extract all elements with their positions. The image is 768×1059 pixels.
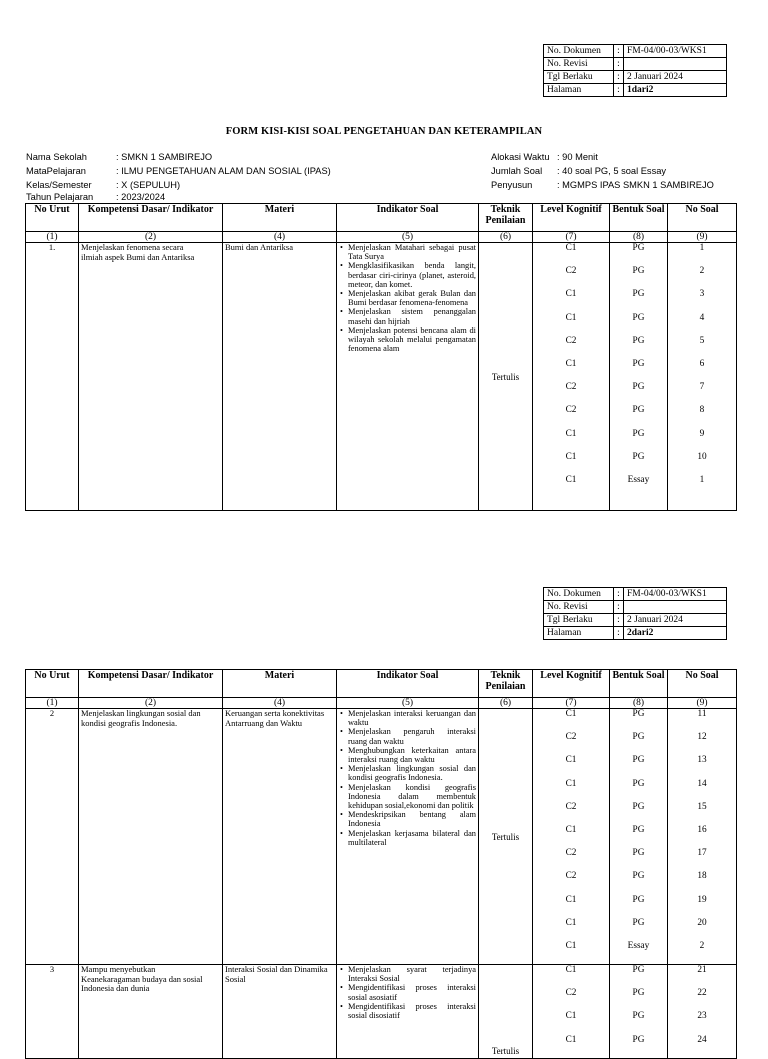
list-item: • Mendeskripsikan bentang alam Indonesia	[339, 810, 476, 828]
col-header: No Soal	[668, 670, 737, 698]
cell-value: C1	[565, 755, 577, 766]
col-header: No Urut	[26, 670, 79, 698]
cell-value: PG	[632, 312, 645, 323]
no-urut: 1.	[26, 243, 79, 511]
cell-value: 16	[697, 824, 707, 835]
cell-value: PG	[632, 917, 645, 928]
col-header: Level Kognitif	[533, 670, 610, 698]
cell-value: C1	[565, 709, 577, 719]
kompetensi-dasar: Menjelaskan fenomena secara ilmiah aspek Bumi dan Antariksa	[79, 243, 223, 511]
no-urut: 3	[26, 965, 79, 1059]
no-soal	[668, 709, 737, 965]
doc-info-row: Halaman : 2dari2	[544, 627, 727, 640]
cell-value: 15	[697, 801, 707, 812]
bentuk-soal	[610, 243, 668, 511]
cell-value: C2	[565, 732, 577, 743]
cell-value: PG	[632, 848, 645, 859]
level-kognitif	[533, 243, 610, 511]
list-item: • Mengidentifikasi proses interaksi sosial asosiatif	[339, 983, 476, 1001]
kisi-kisi-table-page-2	[25, 669, 737, 1059]
indikator-soal	[337, 709, 479, 965]
bentuk-list	[612, 965, 665, 1058]
bentuk-list	[612, 709, 665, 964]
cell-value: C1	[565, 778, 577, 789]
no-soal	[668, 243, 737, 511]
cell-value: C2	[565, 266, 577, 277]
cell-value: 6	[699, 358, 705, 369]
cell-value: C1	[565, 451, 577, 462]
doc-info-row: Halaman : 1dari2	[544, 84, 727, 97]
cell-value: PG	[632, 732, 645, 743]
cell-value: PG	[632, 1034, 645, 1045]
indikator-soal	[337, 965, 479, 1059]
doc-info-row: Tgl Berlaku : 2 Januari 2024	[544, 614, 727, 627]
table-header-row	[26, 670, 737, 698]
cell-value: 14	[697, 778, 707, 789]
cell-value: C2	[565, 871, 577, 882]
cell-value: 2	[699, 940, 705, 951]
cell-value: Essay	[627, 940, 650, 951]
cell-value: C2	[565, 382, 577, 393]
cell-value: PG	[632, 755, 645, 766]
materi: Keruangan serta konektivitas Antarruang dan Waktu	[223, 709, 337, 965]
cell-value: C1	[565, 824, 577, 835]
info-row: MataPelajaran : ILMU PENGETAHUAN ALAM DAN SOSIAL (IPAS)	[26, 166, 331, 176]
cell-value: PG	[632, 335, 645, 346]
no-soal-list	[670, 243, 734, 498]
kompetensi-dasar: Mampu menyebutkan Keanekaragaman budaya dan sosial Indonesia dan dunia	[79, 965, 223, 1059]
cell-value: 8	[699, 405, 705, 416]
list-item: • Menjelaskan interaksi keruangan dan waktu	[339, 709, 476, 727]
level-list	[535, 243, 607, 498]
cell-value: C1	[565, 965, 577, 976]
col-header: Indikator Soal	[337, 670, 479, 698]
info-row: Kelas/Semester : X (SEPULUH)	[26, 180, 181, 190]
cell-value: PG	[632, 965, 645, 976]
materi: Interaksi Sosial dan Dinamika Sosial	[223, 965, 337, 1059]
cell-value: 11	[697, 709, 707, 719]
cell-value: 1	[699, 243, 705, 253]
list-item: • Menjelaskan pengaruh interaksi ruang dan waktu	[339, 727, 476, 745]
cell-value: C2	[565, 335, 577, 346]
info-row: Penyusun : MGMPS IPAS SMKN 1 SAMBIREJO	[491, 180, 714, 190]
cell-value: PG	[632, 988, 645, 999]
cell-value: 21	[697, 965, 707, 976]
list-item: • Menjelaskan kerjasama bilateral dan multilateral	[339, 829, 476, 847]
info-row: Tahun Pelajaran : 2023/2024	[26, 192, 166, 202]
document-info-box	[543, 587, 727, 640]
cell-value: C2	[565, 405, 577, 416]
level-kognitif	[533, 709, 610, 965]
cell-value: PG	[632, 709, 645, 719]
page-title: FORM KISI-KISI SOAL PENGETAHUAN DAN KETERAMPILAN	[225, 126, 543, 137]
table-row	[26, 243, 737, 511]
cell-value: 9	[699, 428, 705, 439]
document-info-box	[543, 44, 727, 97]
doc-info-row: No. Dokumen : FM-04/00-03/WKS1	[544, 45, 727, 58]
col-header: No Urut	[26, 204, 79, 232]
cell-value: 10	[697, 451, 707, 462]
no-soal-list	[670, 965, 734, 1058]
cell-value: PG	[632, 358, 645, 369]
col-header: Materi	[223, 204, 337, 232]
bentuk-soal	[610, 709, 668, 965]
cell-value: C1	[565, 358, 577, 369]
list-item: • Menjelaskan akibat gerak Bulan dan Bumi berdasar fenomena-fenomena	[339, 289, 476, 307]
cell-value: PG	[632, 894, 645, 905]
teknik-penilaian: Tertulis	[479, 243, 533, 511]
cell-value: C1	[565, 289, 577, 300]
no-soal-list	[670, 709, 734, 964]
list-item: • Menjelaskan kondisi geografis Indonesia dalam membentuk kehidupan sosial,ekonomi dan politik	[339, 783, 476, 811]
level-list	[535, 965, 607, 1058]
table-row	[26, 965, 737, 1059]
table-row	[26, 709, 737, 965]
col-header: Indikator Soal	[337, 204, 479, 232]
cell-value: 19	[697, 894, 707, 905]
cell-value: PG	[632, 266, 645, 277]
indikator-list	[339, 965, 476, 1020]
cell-value: C2	[565, 848, 577, 859]
cell-value: 24	[697, 1034, 707, 1045]
list-item: • Menjelaskan Matahari sebagai pusat Tata Surya	[339, 243, 476, 261]
indikator-list	[339, 243, 476, 353]
col-header: Kompetensi Dasar/ Indikator	[79, 670, 223, 698]
level-kognitif	[533, 965, 610, 1059]
cell-value: 17	[697, 848, 707, 859]
cell-value: 7	[699, 382, 705, 393]
cell-value: C1	[565, 940, 577, 951]
table-header-row	[26, 204, 737, 232]
cell-value: 3	[699, 289, 705, 300]
info-row: Jumlah Soal : 40 soal PG, 5 soal Essay	[491, 166, 667, 176]
cell-value: C2	[565, 988, 577, 999]
teknik-penilaian: Tertulis	[479, 709, 533, 965]
cell-value: C1	[565, 312, 577, 323]
table-header-number-row: (1) (2) (4) (5) (6) (7) (8) (9)	[26, 232, 737, 243]
info-row: Alokasi Waktu : 90 Menit	[491, 152, 598, 162]
col-header: Bentuk Soal	[610, 204, 668, 232]
list-item: • Menjelaskan sistem penanggalan masehi dan hijriah	[339, 307, 476, 325]
doc-info-row: No. Revisi :	[544, 601, 727, 614]
cell-value: PG	[632, 778, 645, 789]
no-urut: 2	[26, 709, 79, 965]
col-header: Bentuk Soal	[610, 670, 668, 698]
school-info-left	[26, 150, 331, 203]
cell-value: C1	[565, 474, 577, 485]
teknik-penilaian: Tertulis	[479, 965, 533, 1059]
col-header: Materi	[223, 670, 337, 698]
cell-value: PG	[632, 405, 645, 416]
cell-value: C1	[565, 428, 577, 439]
cell-value: PG	[632, 243, 645, 253]
col-header: No Soal	[668, 204, 737, 232]
list-item: • Menjelaskan potensi bencana alam di wilayah sekolah melalui pengamatan fenomena alam	[339, 326, 476, 354]
kisi-kisi-table-page-1	[25, 203, 737, 511]
list-item: • Menjelaskan lingkungan sosial dan kondisi geografis Indonesia.	[339, 764, 476, 782]
cell-value: PG	[632, 1011, 645, 1022]
cell-value: C2	[565, 801, 577, 812]
bentuk-soal	[610, 965, 668, 1059]
cell-value: PG	[632, 428, 645, 439]
cell-value: C1	[565, 917, 577, 928]
cell-value: PG	[632, 824, 645, 835]
cell-value: C1	[565, 243, 577, 253]
list-item: • Mengklasifikasikan benda langit, berdasar ciri-cirinya (planet, asteroid, meteor, dan komet.	[339, 261, 476, 289]
col-header: Teknik Penilaian	[479, 670, 533, 698]
cell-value: 1	[699, 474, 705, 485]
indikator-list	[339, 709, 476, 847]
no-soal	[668, 965, 737, 1059]
indikator-soal	[337, 243, 479, 511]
doc-info-row: No. Dokumen : FM-04/00-03/WKS1	[544, 588, 727, 601]
cell-value: 18	[697, 871, 707, 882]
list-item: • Mengidentifikasi proses interaksi sosial disosiatif	[339, 1002, 476, 1020]
kompetensi-dasar: Menjelaskan lingkungan sosial dan kondisi geografis Indonesia.	[79, 709, 223, 965]
cell-value: 22	[697, 988, 707, 999]
doc-info-row: No. Revisi :	[544, 58, 727, 71]
cell-value: PG	[632, 801, 645, 812]
list-item: • Menjelaskan syarat terjadinya Interaksi Sosial	[339, 965, 476, 983]
cell-value: 12	[697, 732, 707, 743]
col-header: Teknik Penilaian	[479, 204, 533, 232]
list-item: • Menghubungkan keterkaitan antara interaksi ruang dan waktu	[339, 746, 476, 764]
cell-value: PG	[632, 382, 645, 393]
cell-value: 20	[697, 917, 707, 928]
cell-value: 5	[699, 335, 705, 346]
cell-value: PG	[632, 871, 645, 882]
cell-value: PG	[632, 451, 645, 462]
level-list	[535, 709, 607, 964]
cell-value: PG	[632, 289, 645, 300]
cell-value: 13	[697, 755, 707, 766]
col-header: Kompetensi Dasar/ Indikator	[79, 204, 223, 232]
materi: Bumi dan Antariksa	[223, 243, 337, 511]
col-header: Level Kognitif	[533, 204, 610, 232]
cell-value: C1	[565, 894, 577, 905]
cell-value: 2	[699, 266, 705, 277]
cell-value: Essay	[627, 474, 650, 485]
bentuk-list	[612, 243, 665, 498]
cell-value: 23	[697, 1011, 707, 1022]
cell-value: C1	[565, 1011, 577, 1022]
school-info-right	[491, 150, 714, 192]
cell-value: 4	[699, 312, 705, 323]
table-header-number-row: (1) (2) (4) (5) (6) (7) (8) (9)	[26, 698, 737, 709]
cell-value: C1	[565, 1034, 577, 1045]
doc-info-row: Tgl Berlaku : 2 Januari 2024	[544, 71, 727, 84]
info-row: Nama Sekolah : SMKN 1 SAMBIREJO	[26, 152, 213, 162]
